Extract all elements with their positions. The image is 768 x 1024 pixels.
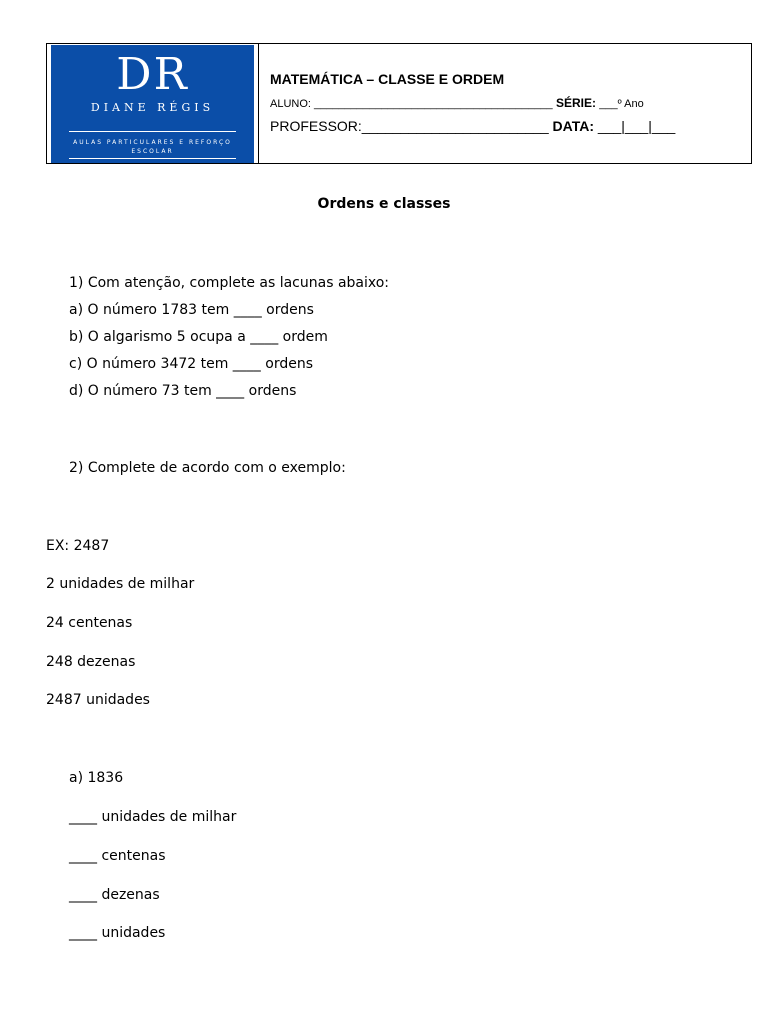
question-1-item: b) O algarismo 5 ocupa a ____ ordem xyxy=(69,329,328,345)
logo-divider-top xyxy=(69,131,236,132)
student-field: ALUNO: _______________________________________ xyxy=(270,98,553,110)
example-line: 248 dezenas xyxy=(46,654,136,670)
serie-label: SÉRIE: xyxy=(552,96,600,110)
logo-name: DIANE RÉGIS xyxy=(90,101,215,114)
logo-tagline: AULAS PARTICULARES E REFORÇO ESCOLAR xyxy=(73,139,232,155)
exercise-a-line: a) 1836 xyxy=(69,770,124,786)
example-line: 2 unidades de milhar xyxy=(46,576,195,592)
exercise-a-line: ____ dezenas xyxy=(69,887,160,903)
date-label: DATA: xyxy=(548,118,598,134)
question-1-item: d) O número 73 tem ____ ordens xyxy=(69,383,297,399)
question-1-prompt: 1) Com atenção, complete as lacunas abaixo: xyxy=(69,275,390,291)
professor-line xyxy=(270,118,675,134)
worksheet-header xyxy=(46,43,752,164)
logo xyxy=(51,45,254,163)
header-divider xyxy=(258,44,259,163)
date-field: ___|___|___ xyxy=(597,118,676,134)
example-line: EX: 2487 xyxy=(46,538,110,554)
exercise-a-line: ____ centenas xyxy=(69,848,166,864)
question-1-item: c) O número 3472 tem ____ ordens xyxy=(69,356,314,372)
question-1-item: a) O número 1783 tem ____ ordens xyxy=(69,302,314,318)
exercise-a-line: ____ unidades xyxy=(69,925,166,941)
question-2-prompt: 2) Complete de acordo com o exemplo: xyxy=(69,460,346,476)
serie-field: ___º Ano xyxy=(599,98,644,110)
professor-field: PROFESSOR:________________________ xyxy=(270,118,549,134)
example-line: 2487 unidades xyxy=(46,692,150,708)
logo-mark: DR xyxy=(116,49,189,100)
worksheet-subject-title: MATEMÁTICA – CLASSE E ORDEM xyxy=(270,71,505,87)
student-line xyxy=(270,96,644,110)
page-title: Ordens e classes xyxy=(317,196,451,212)
example-line: 24 centenas xyxy=(46,615,133,631)
exercise-a-line: ____ unidades de milhar xyxy=(69,809,237,825)
logo-divider-bottom xyxy=(69,158,236,159)
